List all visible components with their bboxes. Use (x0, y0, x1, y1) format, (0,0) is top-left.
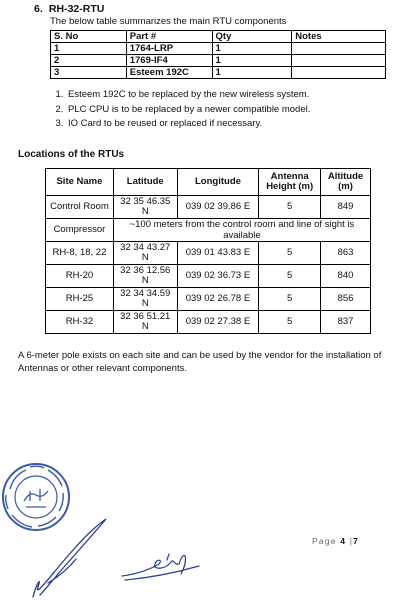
cell-antenna-height: 5 (259, 311, 321, 334)
cell-sno: 1 (51, 43, 127, 55)
cell-qty: 1 (212, 55, 292, 67)
cell-latitude: 32 36 12.56 N (113, 265, 177, 288)
cell-latitude: 32 34 34.59 N (113, 288, 177, 311)
table-row (46, 265, 371, 288)
cell-longitude: 039 02 39.86 E (177, 196, 259, 219)
cell-qty: 1 (212, 67, 292, 79)
page-current: 4 (340, 536, 347, 546)
table-row (51, 67, 386, 79)
cell-antenna-height: 5 (259, 196, 321, 219)
cell-notes (292, 55, 386, 67)
cell-antenna-height: 5 (259, 242, 321, 265)
header-cell: Qty (212, 31, 292, 43)
cell-latitude: 32 34 43.27 N (113, 242, 177, 265)
header-cell: Site Name (46, 169, 114, 196)
notes-list (50, 88, 310, 132)
page-total: 7 (353, 536, 360, 546)
cell-notes (292, 43, 386, 55)
cell-site: Control Room (46, 196, 114, 219)
cell-spanning-note: ~100 meters from the control room and line of sight is available (113, 219, 370, 242)
pole-paragraph: A 6-meter pole exists on each site and can be used by the vendor for the installation of Antennas or other relevant components. (18, 350, 382, 374)
table-header-row (46, 169, 371, 196)
locations-table (45, 168, 371, 334)
signature-icon (28, 515, 114, 600)
header-cell: Part # (126, 31, 212, 43)
cell-latitude: 32 36 51.21 N (113, 311, 177, 334)
table-row (46, 196, 371, 219)
cell-site: RH-20 (46, 265, 114, 288)
table-row (51, 43, 386, 55)
cell-site: Compressor (46, 219, 114, 242)
cell-sno: 3 (51, 67, 127, 79)
header-cell: Antenna Height (m) (259, 169, 321, 196)
cell-altitude: 863 (321, 242, 371, 265)
list-item: 3. IO Card to be reused or replaced if necessary. (66, 117, 310, 132)
cell-altitude: 849 (321, 196, 371, 219)
cell-longitude: 039 02 26.78 E (177, 288, 259, 311)
table-row (51, 55, 386, 67)
cell-site: RH-8, 18, 22 (46, 242, 114, 265)
cell-altitude: 840 (321, 265, 371, 288)
locations-heading: Locations of the RTUs (18, 149, 125, 160)
header-cell: Altitude (m) (321, 169, 371, 196)
section-title: RH-32-RTU (48, 3, 105, 15)
cell-notes (292, 67, 386, 79)
cell-site: RH-25 (46, 288, 114, 311)
components-table (50, 30, 386, 79)
table-row (46, 242, 371, 265)
cell-antenna-height: 5 (259, 265, 321, 288)
cell-part: 1769-IF4 (126, 55, 212, 67)
header-cell: Latitude (113, 169, 177, 196)
table-row (46, 288, 371, 311)
cell-latitude: 32 35 46.35 N (113, 196, 177, 219)
cell-longitude: 039 02 27.38 E (177, 311, 259, 334)
page-label: Page (312, 536, 337, 546)
section-heading (34, 3, 104, 15)
list-item: 1. Esteem 192C to be replaced by the new wireless system. (66, 88, 310, 103)
section-number: 6. (34, 3, 43, 15)
cell-longitude: 039 01 43.83 E (177, 242, 259, 265)
cell-site: RH-32 (46, 311, 114, 334)
page-number (312, 536, 359, 546)
header-cell: S. No (51, 31, 127, 43)
signature-icon (119, 548, 203, 584)
cell-antenna-height: 5 (259, 288, 321, 311)
list-item: 2. PLC CPU is to be replaced by a newer compatible model. (66, 103, 310, 118)
table-header-row (51, 31, 386, 43)
cell-sno: 2 (51, 55, 127, 67)
cell-part: 1764-LRP (126, 43, 212, 55)
header-cell: Notes (292, 31, 386, 43)
table-row (46, 219, 371, 242)
section-intro: The below table summarizes the main RTU components (50, 16, 287, 27)
cell-altitude: 837 (321, 311, 371, 334)
cell-longitude: 039 02 36.73 E (177, 265, 259, 288)
cell-part: Esteem 192C (126, 67, 212, 79)
table-row (46, 311, 371, 334)
page-separator: | (349, 536, 354, 546)
cell-qty: 1 (212, 43, 292, 55)
header-cell: Longitude (177, 169, 259, 196)
cell-altitude: 856 (321, 288, 371, 311)
